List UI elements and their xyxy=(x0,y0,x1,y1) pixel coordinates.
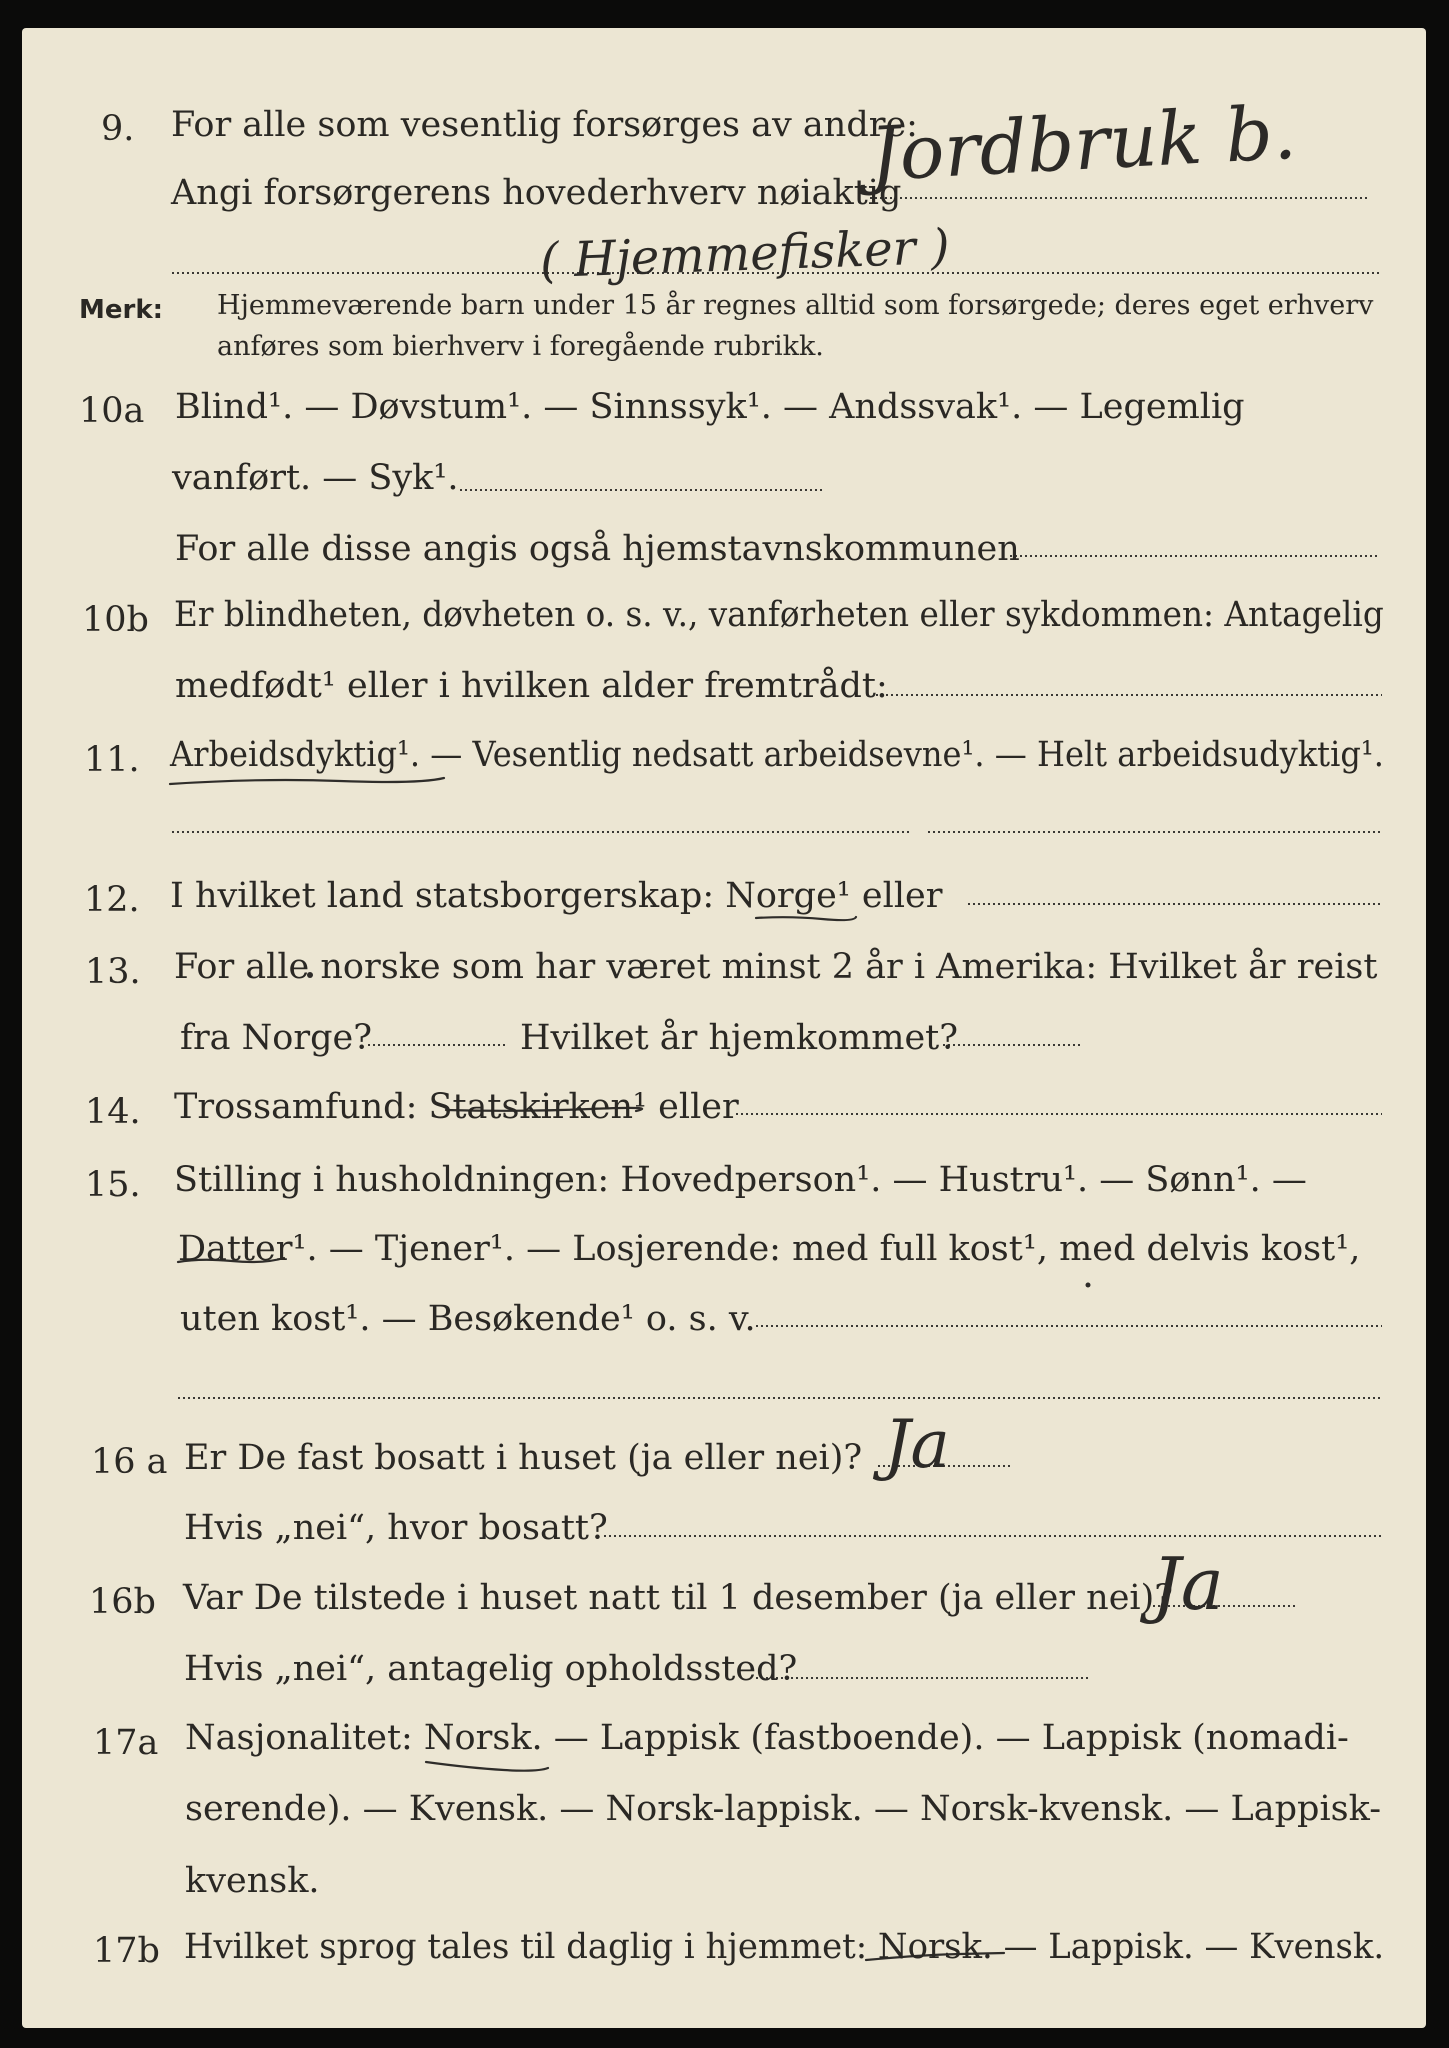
q17a-number: 17a xyxy=(93,1723,159,1763)
q16b-handwritten-answer: Ja xyxy=(1152,1542,1224,1626)
q17a-line1: Nasjonalitet: Norsk. — Lappisk (fastboende). — Lappisk (nomadi- xyxy=(185,1718,1349,1758)
q17b-line1: Hvilket sprog tales til daglig i hjemmet: Norsk. — Lappisk. — Kvensk. xyxy=(184,1927,1385,1967)
q9-handwritten-answer-2: ( Hjemmefisker ) xyxy=(539,218,951,290)
q10a-line3: For alle disse angis også hjemstavnskommunen xyxy=(175,529,1020,569)
q10b-number: 10b xyxy=(82,600,149,640)
q9-line2: Angi forsørgerens hovederhverv nøiaktig xyxy=(171,173,902,213)
q10b-line2: medfødt¹ eller i hvilken alder fremtrådt: xyxy=(175,666,888,706)
q10b-line1: Er blindheten, døvheten o. s. v., vanførheten eller sykdommen: Antagelig xyxy=(174,595,1384,635)
q17b-number: 17b xyxy=(93,1931,160,1971)
q15-number: 15. xyxy=(85,1165,141,1205)
q11-line1: Arbeidsdyktig¹. — Vesentlig nedsatt arbeidsevne¹. — Helt arbeidsudyktig¹. xyxy=(170,735,1384,775)
q16a-number: 16 a xyxy=(91,1442,168,1482)
q12-line1: I hvilket land statsborgerskap: Norge¹ eller xyxy=(170,876,943,916)
merk-line1: Hjemmeværende barn under 15 år regnes alltid som forsørgede; deres eget erhverv xyxy=(217,290,1374,321)
q13-line1: For alle norske som har været minst 2 år i Amerika: Hvilket år reist xyxy=(174,947,1378,987)
merk-line2: anføres som bierhverv i foregående rubrikk. xyxy=(217,331,824,362)
q10a-number: 10a xyxy=(79,391,145,431)
q16a-line1: Er De fast bosatt i huset (ja eller nei)? xyxy=(184,1438,863,1478)
q9-line1: For alle som vesentlig forsørges av andre: xyxy=(171,105,918,145)
q13-line2a: fra Norge? xyxy=(180,1018,372,1058)
q16a-line2: Hvis „nei“, hvor bosatt? xyxy=(184,1508,608,1548)
q16a-handwritten-answer: Ja xyxy=(884,1406,950,1483)
q13-line2b: Hvilket år hjemkommet? xyxy=(520,1018,959,1058)
merk-label: Merk: xyxy=(79,295,164,325)
q15-line2: Datter¹. — Tjener¹. — Losjerende: med full kost¹, med delvis kost¹, xyxy=(178,1229,1361,1269)
q13-number: 13. xyxy=(85,952,141,992)
q15-line3: uten kost¹. — Besøkende¹ o. s. v. xyxy=(180,1299,756,1339)
q11-number: 11. xyxy=(84,740,140,780)
q12-number: 12. xyxy=(84,880,140,920)
q17a-line2: serende). — Kvensk. — Norsk-lappisk. — Norsk-kvensk. — Lappisk- xyxy=(185,1789,1382,1829)
q9-handwritten-answer-1: Jordbruk b. xyxy=(867,89,1299,198)
q16b-number: 16b xyxy=(89,1582,156,1622)
q9-number: 9. xyxy=(101,109,135,149)
q15-line1: Stilling i husholdningen: Hovedperson¹. — Hustru¹. — Sønn¹. — xyxy=(174,1160,1307,1200)
q16b-line1: Var De tilstede i huset natt til 1 desember (ja eller nei)? xyxy=(183,1578,1174,1618)
q10a-line1: Blind¹. — Døvstum¹. — Sinnssyk¹. — Andssvak¹. — Legemlig xyxy=(175,387,1245,427)
q16b-line2: Hvis „nei“, antagelig opholdssted? xyxy=(184,1649,798,1689)
q17a-line3: kvensk. xyxy=(185,1861,320,1901)
q14-number: 14. xyxy=(85,1092,141,1132)
q10a-line2: vanført. — Syk¹. xyxy=(172,458,459,498)
q14-line1: Trossamfund: Statskirken¹ eller xyxy=(174,1087,739,1127)
